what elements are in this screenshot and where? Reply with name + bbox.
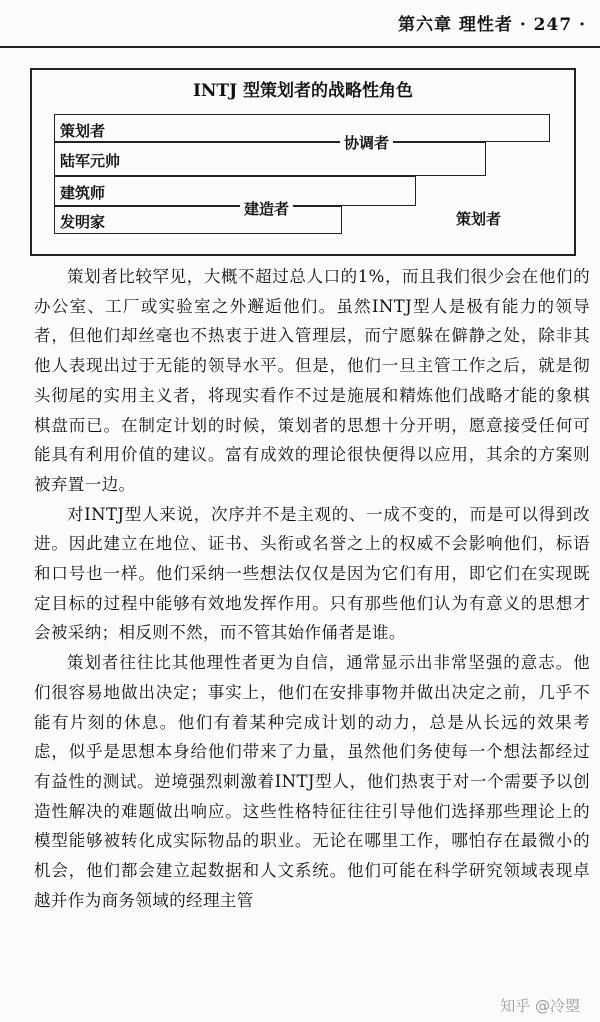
diagram-title: INTJ 型策划者的战略性角色 [192,81,414,101]
row-label-architect: 建筑师 [60,184,106,202]
page-header [0,0,600,48]
bar-planner-row [54,114,550,142]
role-diagram [30,68,576,256]
paragraph-3: 策划者往往比其他理性者更为自信，通常显示出非常坚强的意志。他们很容易地做出决定；事实上，他们在安排事物并做出决定之前，几乎不能有片刻的休息。他们有着某种完成计划的动力，总是从长远的效果考虑，似乎是思想本身给他们带来了力量，虽然他们务使每一个想法都经过有益性的测试。逆境强烈刺激着INTJ型人，他们热衷于对一个需要予以创造性解决的难题做出响应。这些性格特征往往引导他们选择那些理论上的模型能够被转化成实际物品的职业。无论在哪里工作，哪怕存在最微小的机会，他们都会建立起数据和人文系统。他们可能在科学研究领域表现卓越并作为商务领域的经理主管 [34,653,590,910]
row-label-inventor: 发明家 [60,213,106,231]
group-label-builder: 建造者 [240,198,293,219]
paragraph-2: 对INTJ型人来说，次序并不是主观的、一成不变的，而是可以得到改进。因此建立在地位、证书、头衔或名誉之上的权威不会影响他们，标语和口号也一样。他们采纳一些想法仅仅是因为它们有用，即它们在实现既定目标的过程中能够有效地发挥作用。只有那些他们认为有意义的思想才会被采纳；相反则不然，而不管其始作俑者是谁。 [34,504,590,643]
group-label-planner: 策划者 [456,210,502,228]
bar-architect-row [54,176,416,206]
row-label-field-marshal: 陆军元帅 [60,152,121,170]
chapter-page-header: 第六章 理性者 · 247 · [398,15,586,35]
body-text [34,262,590,915]
paragraph-1: 策划者比较罕见，大概不超过总人口的1%，而且我们很少会在他们的办公室、工厂或实验室之外邂逅他们。虽然INTJ型人是极有能力的领导者，但他们却丝毫也不热衷于进入管理层，而宁愿躲在僻静之处，除非其他人表现出过于无能的领导水平。但是，他们一旦主管工作之后，就是彻头彻尾的实用主义者，将现实看作不过是施展和精炼他们战略才能的象棋棋盘而已。在制定计划的时候，策划者的思想十分开明，愿意接受任何可能具有利用价值的建议。富有成效的理论很快便得以应用，其余的方案则被弃置一边。 [34,267,590,494]
group-label-coordinator: 协调者 [340,132,393,153]
watermark: 知乎 @冷曌 [500,997,580,1015]
row-label-planner: 策划者 [60,122,106,140]
